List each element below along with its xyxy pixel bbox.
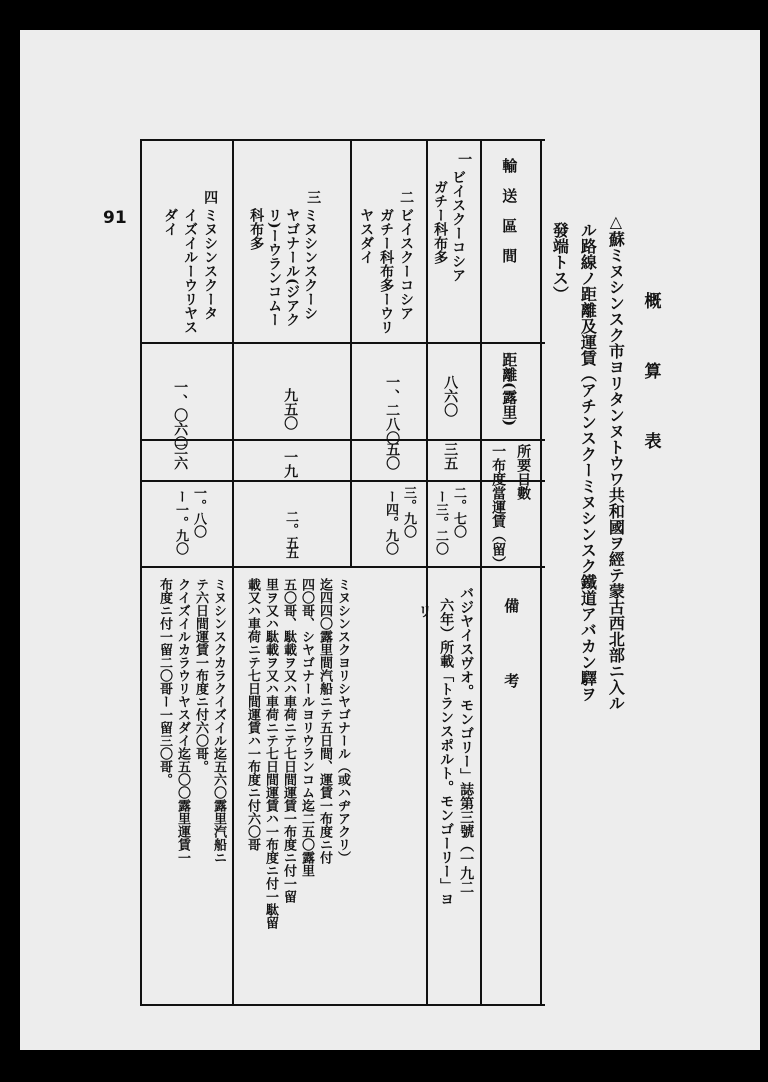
row-3-remarks-line-3: 四〇哥、シヤゴナールヨリウランコム迄二五〇露里 bbox=[298, 578, 314, 877]
header-section: 輸 送 區 間 bbox=[500, 158, 519, 263]
header-rate: 一布度當運賃（留） bbox=[490, 444, 507, 570]
intro-line-1: △蘇ミヌシンスク市ヨリタンヌトウワ共和國ヲ經テ蒙古西北部ニ入ル bbox=[606, 212, 626, 711]
intro-line-2: ル路線ノ距離及運賃（アチンスクーミヌシンスク鐵道アバカン驛ヲ bbox=[578, 222, 598, 702]
row-1-distance: 八六〇 bbox=[442, 375, 459, 417]
row-1-days: 三五 bbox=[442, 442, 459, 470]
row-4-remarks-line-1: ミヌシンスクカラクイズイル迄五六〇露里汽船ニ bbox=[210, 578, 226, 864]
row-4-remarks-line-2: テ六日間運賃一布度ニ付六〇哥。 bbox=[192, 578, 208, 773]
row-1-number: 一 bbox=[456, 152, 473, 166]
row-2-section-line-3: ヤスダイ bbox=[358, 208, 375, 264]
header-distance: 距離(露里) bbox=[500, 352, 519, 427]
row-4-section-line-3: ダイ bbox=[162, 208, 179, 236]
page-title: 概 算 表 bbox=[640, 292, 661, 467]
row-3-days: 一九 bbox=[282, 450, 299, 478]
row-2-remarks-line-1: バジヤイスヴオ。モンゴリー」誌第三號（一九二 bbox=[458, 586, 475, 894]
row-3-section-line-3: リ)ーウランコムー bbox=[266, 208, 283, 327]
row-3-section-line-2: ヤゴナール(ジアク bbox=[284, 208, 301, 327]
row-4-section-line-1: ミヌシンスクータ bbox=[202, 208, 219, 320]
document-page bbox=[20, 30, 760, 1050]
row-4-distance: 一、〇六〇 bbox=[172, 380, 189, 450]
row-1-rate-line-2: ー三。二〇 bbox=[432, 490, 448, 555]
row-2-number: 二 bbox=[398, 190, 415, 204]
intro-line-3: 發端トス） bbox=[550, 222, 570, 302]
row-2-distance: 一、二八〇 bbox=[384, 375, 401, 445]
row-3-section-line-4: 科布多 bbox=[248, 208, 265, 250]
row-4-section-line-2: イズイルーウリヤス bbox=[182, 208, 199, 334]
row-3-rate-line-2: 五 bbox=[282, 546, 298, 559]
row-2-rate-line-1: 三。九〇 bbox=[400, 486, 416, 538]
row-2-days: 五〇 bbox=[384, 442, 401, 470]
row-3-remarks-line-4: 五〇哥、駄載ヲ又ハ車荷ニテ七日間運賃一布度ニ付一留 bbox=[280, 578, 296, 903]
header-days: 所要日數 bbox=[515, 444, 532, 500]
row-3-remarks-line-5: 里ヲ又ハ駄載ヲ又ハ車荷ニテ七日間運賃ハ一布度ニ付一駄留 bbox=[262, 578, 278, 929]
row-1-section-line-1: ビイスクーコシア bbox=[450, 170, 467, 282]
row-4-remarks-line-4: 布度ニ付一留二〇哥ー一留三〇哥。 bbox=[156, 578, 172, 786]
page-number: 91 bbox=[103, 208, 127, 228]
row-3-section-line-1: ミヌシンスクーシ bbox=[302, 208, 319, 320]
row-4-number: 四 bbox=[202, 190, 219, 204]
header-remarks: 備 考 bbox=[502, 598, 521, 688]
row-4-days: 二六 bbox=[172, 442, 189, 470]
row-3-remarks-line-2: 迄四四〇露里間汽船ニテ五日間、運賃一布度ニ付 bbox=[316, 578, 332, 864]
row-3-remarks-line-1: ミヌシンスクヨリシヤゴナール（或ハヂアクリ） bbox=[334, 578, 350, 864]
row-2-remarks-line-2: 六年）所載「トランスポルト。モンゴーリー」ヨ bbox=[438, 598, 455, 906]
row-3-remarks-line-6: 載又ハ車荷ニテ七日間運賃ハ一布度ニ付六〇哥 bbox=[244, 578, 260, 851]
row-3-number: 三 bbox=[305, 190, 322, 204]
row-4-rate-line-1: 一。八〇 bbox=[190, 486, 206, 538]
row-2-remarks-line-3: リ bbox=[416, 604, 433, 618]
row-1-section-line-2: ガチー科布多 bbox=[432, 180, 449, 264]
row-2-section-line-1: ビイスクーコシア bbox=[398, 208, 415, 320]
row-2-rate-line-2: ー四。九〇 bbox=[382, 490, 398, 555]
row-4-remarks-line-3: クイズイルカラウリヤスダイ迄五〇〇露里運賃一 bbox=[174, 578, 190, 864]
row-3-distance: 九五〇 bbox=[282, 388, 299, 430]
row-2-section-line-2: ガチー科布多ーウリ bbox=[378, 208, 395, 334]
row-3-rate-line-1: 二。五 bbox=[282, 510, 298, 549]
row-1-rate-line-1: 二。七〇 bbox=[450, 486, 466, 538]
row-4-rate-line-2: ー一。九〇 bbox=[172, 490, 188, 555]
